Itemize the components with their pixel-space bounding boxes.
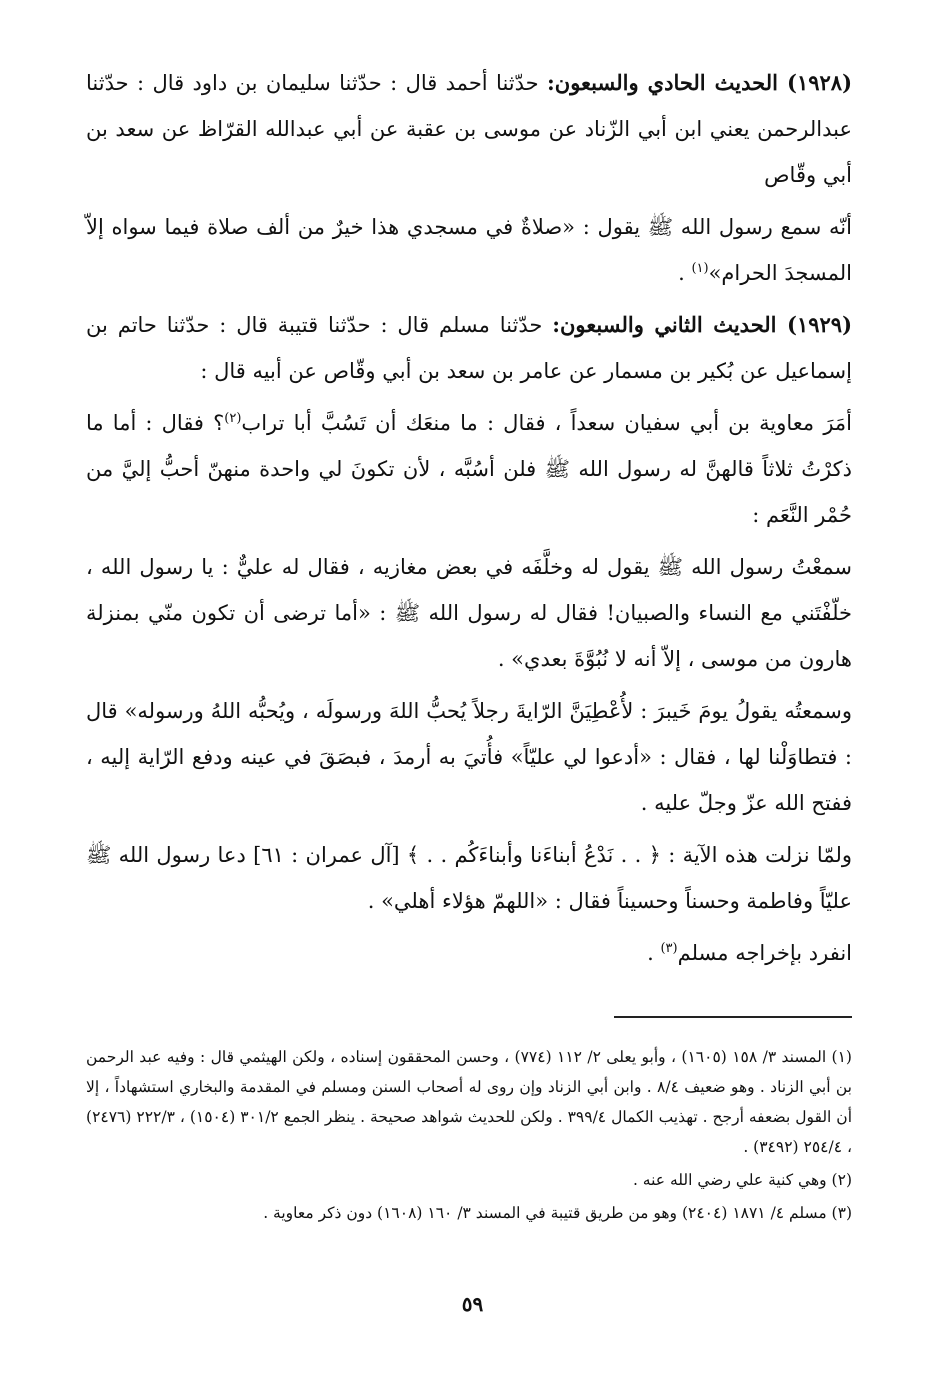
hadith-text: انفرد بإخراجه مسلم xyxy=(677,941,852,965)
hadith-text-tail: ؟ فقال : أما ما ذكرْتُ ثلاثاً قالهنَّ له رسول الله ﷺ فلن أسُبَّه ، لأن تكونَ لي واحدة منهنّ أحبُّ إليَّ من حُمْر النَّعَم : xyxy=(86,411,852,527)
footnote-ref-3[interactable]: (٣) xyxy=(660,941,678,956)
footnote-divider xyxy=(614,1016,852,1018)
footnotes xyxy=(86,1042,852,1231)
hadith-1929-paragraph-2 xyxy=(86,544,852,682)
footnote-ref-2[interactable]: (٢) xyxy=(224,411,242,426)
footnote-3: (٣) مسلم ٤/ ١٨٧١ (٢٤٠٤) وهو من طريق قتيبة في المسند ٣/ ١٦٠ (١٦٠٨) دون ذكر معاوية . xyxy=(263,1204,852,1222)
hadith-1929-paragraph-3 xyxy=(86,688,852,826)
hadith-text: وسمعتُه يقولُ يومَ خَيبرَ : لأُعْطِيَنَّ الرّايةَ رجلاً يُحبُّ اللهَ ورسولَه ، ويُحبُّه اللهُ ورسوله» قال : فتطاوَلْنا لها ، فقال : «أدعوا لي عليّاً» فأُتيَ به أرمدَ ، فبصَقَ في عينه ودفع الرّاية إليه ، ففتح الله عزّ وجلّ عليه . xyxy=(86,699,852,815)
hadith-text: أنّه سمع رسول الله ﷺ يقول : «صلاةٌ في مسجدي هذا خيرٌ من ألف صلاة فيما سواه إلاّ المسجدَ الحرام» xyxy=(86,215,852,285)
hadith-heading: (١٩٢٩) الحديث الثاني والسبعون: xyxy=(552,312,852,337)
hadith-isnad: حدّثنا مسلم قال : حدّثنا قتيبة قال : حدّثنا حاتم بن إسماعيل عن بُكير بن مسمار عن عامر بن سعد بن أبي وقّاص عن أبيه قال : xyxy=(86,313,852,383)
hadith-1929-paragraph-1 xyxy=(86,400,852,538)
hadith-1929-paragraph-4 xyxy=(86,832,852,924)
hadith-heading: (١٩٢٨) الحديث الحادي والسبعون: xyxy=(547,70,852,95)
footnote-2: (٢) وهي كنية علي رضي الله عنه . xyxy=(632,1171,852,1189)
hadith-text: أمَرَ معاوية بن أبي سفيان سعداً ، فقال : ما منعَك أن تَسُبَّ أبا تراب xyxy=(241,411,853,435)
footnote-ref-1[interactable]: (١) xyxy=(691,261,709,276)
hadith-1929-attribution xyxy=(86,930,852,976)
page-number: ٥٩ xyxy=(461,1292,484,1316)
hadith-text-tail: . xyxy=(647,941,661,965)
footnote-1: (١) المسند ٣/ ١٥٨ (١٦٠٥) ، وأبو يعلى ٢/ ١١٢ (٧٧٤) ، وحسن المحققون إسناده ، ولكن الهيثمي قال : وفيه عبد الرحمن بن أبي الزناد . وهو ضعيف ٨/٤ . وابن أبي الزناد وإن روى له أصحاب السنن ومسلم في المقدمة والبخاري استشهاداً ، إلا أن القول بضعفه أرجح . تهذيب الكمال ٣٩٩/٤ . ولكن للحديث شواهد صحيحة . ينظر الجمع ٣٠١/٢ (١٥٠٤) ، ٢٢٢/٣ (٢٤٧٦) ، ٢٥٤/٤ (٣٤٩٢) . xyxy=(86,1048,853,1156)
hadith-1928-header xyxy=(86,60,852,198)
hadith-text: سمعْتُ رسول الله ﷺ يقول له وخلَّفَه في بعض مغازيه ، فقال له عليٌّ : يا رسول الله ، خلّفْتَني مع النساء والصبيان! فقال له رسول الله ﷺ : «أما ترضى أن تكون منّي بمنزلة هارون من موسى ، إلاّ أنه لا نُبُوَّةَ بعدي» . xyxy=(86,555,852,671)
hadith-1929-header xyxy=(86,302,852,394)
hadith-text: ولمّا نزلت هذه الآية : ﴿ . . نَدْعُ أبناءَنا وأبناءَكُم . . ﴾ [آل عمران : ٦١] دعا رسول الله ﷺ عليّاً وفاطمة وحسناً وحسيناً فقال : «اللهمّ هؤلاء أهلي» . xyxy=(86,843,852,913)
main-text xyxy=(86,60,852,982)
hadith-1928-matn xyxy=(86,204,852,296)
hadith-text-tail: . xyxy=(678,261,692,285)
hadith-isnad: حدّثنا أحمد قال : حدّثنا سليمان بن داود قال : حدّثنا عبدالرحمن يعني ابن أبي الزّناد عن موسى بن عقبة عن أبي عبدالله القرّاظ عن سعد بن أبي وقّاص xyxy=(86,71,852,187)
